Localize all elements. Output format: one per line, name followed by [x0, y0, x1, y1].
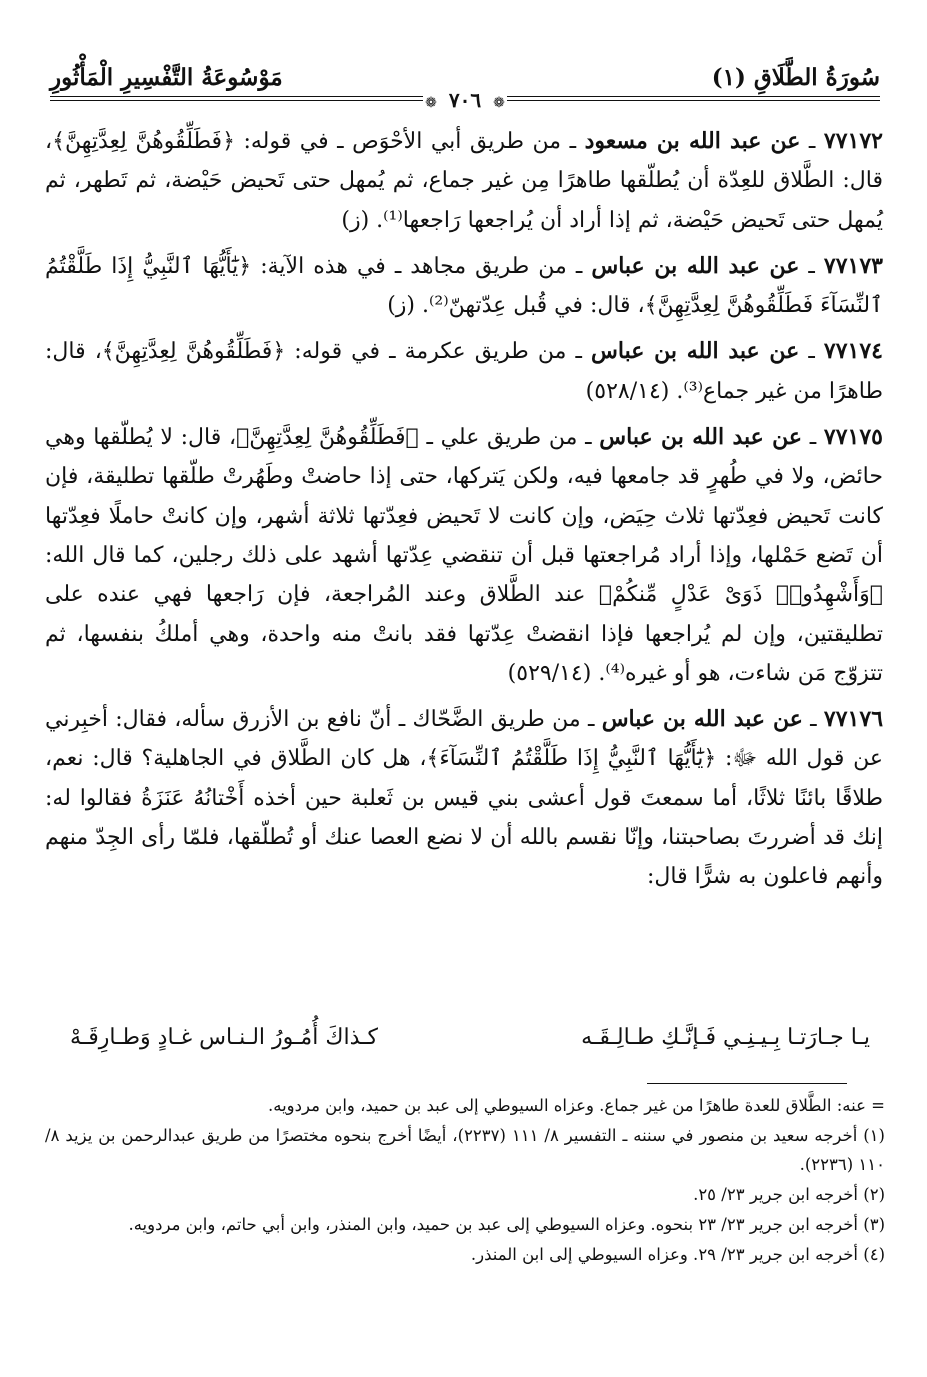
entry-paragraph: ٧٧١٧٥ ـ عن عبد الله بن عباس ـ من طريق علي ـ ﴿فَطَلِّقُوهُنَّ لِعِدَّتِهِنَّ﴾، قال: لا يُطلّقها وهي حائض، ولا في طُهرٍ قد جامعها فيه، ولكن يَتركها، حتى إذا حاضتْ وطَهُرتْ طلّقها تطليقة، فإن كانت تَحيض فعِدّتها ثلاث حِيَض، وإن كانت لا تَحيض فعِدّتها ثلاثة أشهر، وإن كانتْ حاملًا فعِدّتها أن تَضع حَمْلها، وإذا أراد مُراجعتها قبل أن تنقضي عِدّتها أشهد على ذلك رجلين، كما قال الله: ﴿وَأَشْهِدُوا۟ ذَوَىْ عَدْلٍ مِّنكُمْ﴾ عند الطَّلاق وعند المُراجعة، فإن رَاجعها فهي عنده على تطليقتين، وإن لم يُراجعها فإذا انقضتْ عِدّتها فقد بانتْ منه واحدة، وهي أملكُ بنفسها، ثم تتزوّج مَن شاءت، هو أو غيره⁽⁴⁾. (٥٢٩/١٤): [45, 424, 883, 686]
footnote-separator: [647, 1083, 847, 1084]
entry-paragraph: ٧٧١٧٦ ـ عن عبد الله بن عباس ـ من طريق الضَّحّاك ـ أنّ نافع بن الأزرق سأله، فقال: أخبِرني عن قول الله ﷻ: ﴿يَٰٓأَيُّهَا ٱلنَّبِيُّ إِذَا طَلَّقْتُمُ ٱلنِّسَآءَ﴾، هل كان الطَّلاق في الجاهلية؟ قال: نعم، طلاقًا بائنًا ثلاثًا، أما سمعتَ قول أعشى بني قيس بن ثَعلبة حين أخذه أَخْتانُهُ عَنَزَةُ فقالوا له: إنك قد أضررتَ بصاحبتنا، وإنّا نقسم بالله أن لا نضع العصا عنك أو تُطلّقها، فلمّا رأى الجِدّ منهم وأنهم فاعلون به شرًّا قال:: [45, 706, 884, 890]
footnote: = عنه: الطَّلاق للعدة طاهرًا من غير جماع. وعزاه السيوطي إلى عبد بن حميد، وابن مردويه.: [267, 1096, 885, 1115]
verse-second-hemistich: كـذاكَ أُمُـورُ الـنـاس غـادٍ وَطـارِقَـهْ: [70, 1025, 379, 1050]
poetry-verse: [70, 1020, 870, 1056]
entry-text: ـ من طريق الضَّحّاك ـ أنّ نافع بن الأزرق سأله، فقال: أخبِرني عن قول الله ﷻ: ﴿يَٰٓأَيُّهَا ٱلنَّبِيُّ إِذَا طَلَّقْتُمُ ٱلنِّسَآءَ﴾، هل كان الطَّلاق في الجاهلية؟ قال: نعم، طلاقًا بائنًا ثلاثًا، أما سمعتَ قول أعشى بني قيس بن ثَعلبة حين أخذه أَخْتانُهُ عَنَزَةُ فقالوا له: إنك قد أضررتَ بصاحبتنا، وإنّا نقسم بالله أن لا نضع العصا عنك أو تُطلّقها، فلمّا رأى الجِدّ منهم وأنهم فاعلون به شرًّا قال:: [45, 707, 883, 890]
entry-text: ـ من طريق عكرمة ـ في قوله: ﴿فَطَلِّقُوهُنَّ لِعِدَّتِهِنَّ﴾، قال: طاهرًا من غير جماع⁽³⁾. (٥٢٨/١٤): [45, 339, 883, 404]
main-text: [45, 122, 883, 904]
ornament-icon: ❁: [425, 95, 437, 111]
entry-number: ٧٧١٧٣: [823, 252, 883, 279]
entry-narrator: عن عبد الله بن عباس: [591, 252, 800, 279]
footnotes: [45, 1092, 885, 1272]
entry-paragraph: ٧٧١٧٢ ـ عن عبد الله بن مسعود ـ من طريق أبي الأحْوَص ـ في قوله: ﴿فَطَلِّقُوهُنَّ لِعِدَّتِهِنَّ﴾، قال: الطَّلاق للعِدّة أن يُطلّقها طاهرًا مِن غير جماع، ثم يُمهل حتى تَحيض حَيْضة، ثم تَطهر، ثم يُمهل حتى تَحيض حَيْضة، ثم إذا أراد أن يُراجعها رَاجعها⁽¹⁾. (ز): [45, 128, 883, 233]
entry-narrator: عن عبد الله بن عباس: [599, 424, 803, 451]
page-header: [50, 62, 880, 114]
footnote: (٤) أخرجه ابن جرير ٢٣/ ٢٩. وعزاه السيوطي إلى ابن المنذر.: [470, 1245, 885, 1265]
entry-number: ٧٧١٧٤: [823, 338, 883, 365]
page-number: ٧٠٦: [439, 88, 491, 112]
entry-text: ـ من طريق مجاهد ـ في هذه الآية: ﴿يَٰٓأَيُّهَا ٱلنَّبِيُّ إِذَا طَلَّقْتُمُ ٱلنِّسَآءَ فَطَلِّقُوهُنَّ لِعِدَّتِهِنَّ﴾، قال: في قُبل عِدّتهنّ⁽²⁾. (ز): [45, 253, 883, 319]
entry-text: ـ من طريق علي ـ ﴿فَطَلِّقُوهُنَّ لِعِدَّتِهِنَّ﴾، قال: لا يُطلّقها وهي حائض، ولا في طُهرٍ قد جامعها فيه، ولكن يَتركها، حتى إذا حاضتْ وطَهُرتْ طلّقها تطليقة، فإن كانت تَحيض فعِدّتها ثلاث حِيَض، وإن كانت لا تَحيض فعِدّتها ثلاثة أشهر، وإن كانتْ حاملًا فعِدّتها أن تَضع حَمْلها، وإذا أراد مُراجعتها قبل أن تنقضي عِدّتها أشهد على ذلك رجلين، كما قال الله: ﴿وَأَشْهِدُوا۟ ذَوَىْ عَدْلٍ مِّنكُمْ﴾ عند الطَّلاق وعند المُراجعة، فإن رَاجعها فهي عنده على تطليقتين، وإن لم يُراجعها فإذا انقضتْ عِدّتها فقد بانتْ منه واحدة، وهي أملكُ بنفسها، ثم تتزوّج مَن شاءت، هو أو غيره⁽⁴⁾. (٥٢٩/١٤): [45, 425, 883, 686]
page-number-box: [50, 88, 880, 112]
entry-narrator: عن عبد الله بن مسعود: [584, 128, 801, 154]
entry-text: ـ من طريق أبي الأحْوَص ـ في قوله: ﴿فَطَلِّقُوهُنَّ لِعِدَّتِهِنَّ﴾، قال: الطَّلاق للعِدّة أن يُطلّقها طاهرًا مِن غير جماع، ثم يُمهل حتى تَحيض حَيْضة، ثم تَطهر، ثم يُمهل حتى تَحيض حَيْضة، ثم إذا أراد أن يُراجعها رَاجعها⁽¹⁾. (ز): [45, 129, 883, 233]
ornament-icon: ❁: [493, 95, 505, 111]
footnote: (١) أخرجه سعيد بن منصور في سننه ـ التفسير ٨/ ١١١ (٢٢٣٧)، أيضًا أخرج بنحوه مختصرًا من طريق عبدالرحمن بن يزيد ٨/ ١١٠ (٢٢٣٦).: [45, 1126, 885, 1174]
book-title: مَوْسُوعَةُ التَّفْسِيرِ الْمَأْثُورِ: [50, 64, 283, 91]
verse-first-hemistich: يـا جـارَتـا بِـيـنِـي فَـإنَّـكِ طـالِـقَـه: [581, 1025, 870, 1050]
entry-paragraph: ٧٧١٧٣ ـ عن عبد الله بن عباس ـ من طريق مجاهد ـ في هذه الآية: ﴿يَٰٓأَيُّهَا ٱلنَّبِيُّ إِذَا طَلَّقْتُمُ ٱلنِّسَآءَ فَطَلِّقُوهُنَّ لِعِدَّتِهِنَّ﴾، قال: في قُبل عِدّتهنّ⁽²⁾. (ز): [45, 252, 883, 319]
entry-number: ٧٧١٧٦: [823, 706, 884, 733]
entry-paragraph: ٧٧١٧٤ ـ عن عبد الله بن عباس ـ من طريق عكرمة ـ في قوله: ﴿فَطَلِّقُوهُنَّ لِعِدَّتِهِنَّ﴾، قال: طاهرًا من غير جماع⁽³⁾. (٥٢٨/١٤): [45, 338, 883, 404]
entry-number: ٧٧١٧٢: [823, 128, 883, 154]
entry-number: ٧٧١٧٥: [823, 424, 883, 451]
entry-narrator: عن عبد الله بن عباس: [601, 706, 803, 733]
sura-title: سُورَةُ الطَّلَاقِ (١): [711, 64, 880, 91]
entry-narrator: عن عبد الله بن عباس: [591, 338, 800, 365]
footnote: (٢) أخرجه ابن جرير ٢٣/ ٢٥.: [693, 1184, 885, 1204]
footnote: (٣) أخرجه ابن جرير ٢٣/ ٢٣ بنحوه. وعزاه السيوطي إلى عبد بن حميد، وابن المنذر، وابن أبي حاتم، وابن مردويه.: [128, 1215, 885, 1235]
